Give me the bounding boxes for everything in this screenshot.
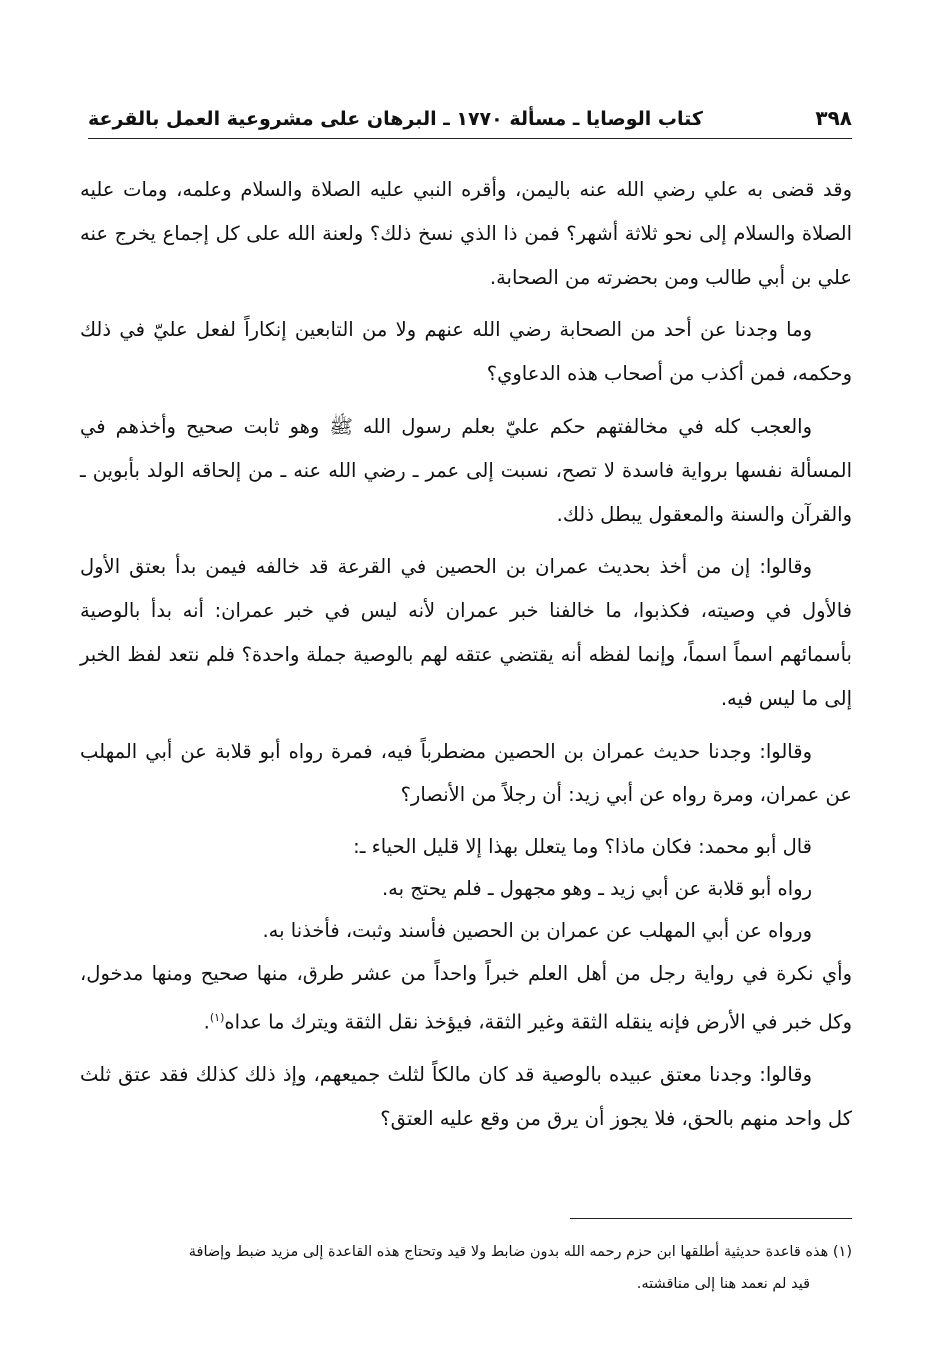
quote-line-1: قال أبو محمد: فكان ماذا؟ وما يتعلل بهذا إلا قليل الحياء ـ:: [353, 835, 812, 859]
footnote-line-1: (١) هذه قاعدة حديثية أطلقها ابن حزم رحمه الله بدون ضابط ولا قيد وتحتاج هذه القاعدة إلى مزيد ضبط وإضافة: [188, 1244, 852, 1260]
paragraph-7: وقالوا: وجدنا معتق عبيده بالوصية قد كان مالكاً لثلث جميعهم، وإذ ذلك كذلك فقد عتق ثلث كل واحد منهم بالحق، فلا يجوز أن يرق من وقع عليه العتق؟: [80, 1063, 852, 1131]
main-text: [80, 168, 852, 1150]
paragraph-6: وأي نكرة في رواية رجل من أهل العلم خبراً واحداً من عشر طرق، منها صحيح ومنها مدخول، وكل خبر في الأرض فإنه ينقله الثقة وغير الثقة، فيؤخذ نقل الثقة ويترك ما عداه$^{(١)}$.: [80, 962, 852, 1034]
paragraph-2: وما وجدنا عن أحد من الصحابة رضي الله عنهم ولا من التابعين إنكاراً لفعل عليّ في ذلك وحكمه، فمن أكذب من أصحاب هذه الدعاوي؟: [80, 318, 852, 386]
footnote-line-2: قيد لم نعمد هنا إلى مناقشته.: [636, 1276, 810, 1292]
paragraph-5: وقالوا: وجدنا حديث عمران بن الحصين مضطرباً فيه، فمرة رواه أبو قلابة عن أبي المهلب عن عمران، ومرة رواه عن أبي زيد: أن رجلاً من الأنصار؟: [80, 739, 852, 807]
running-title: كتاب الوصايا ـ مسألة ١٧٧٠ ـ البرهان على مشروعية العمل بالقرعة: [88, 108, 703, 130]
footnote-divider: [570, 1218, 852, 1219]
page-number: ٣٩٨: [815, 106, 852, 130]
footnote: [80, 1236, 852, 1300]
quote-line-2: رواه أبو قلابة عن أبي زيد ـ وهو مجهول ـ فلم يحتج به.: [381, 877, 812, 901]
paragraph-4: وقالوا: إن من أخذ بحديث عمران بن الحصين في القرعة قد خالفه فيمن بدأ بعتق الأول فالأول في وصيته، فكذبوا، ما خالفنا خبر عمران لأنه ليس في خبر عمران: أنه بدأ بالوصية بأسمائهم اسماً اسماً، وإنما لفظه أنه يقتضي عتقه لهم بالوصية جملة واحدة؟ فلم نتعد لفظ الخبر إلى ما ليس فيه.: [80, 555, 852, 710]
footnote-ref: (١): [209, 1010, 225, 1024]
paragraph-1: وقد قضى به علي رضي الله عنه باليمن، وأقره النبي عليه الصلاة والسلام وعلمه، ومات عليه الصلاة والسلام إلى نحو ثلاثة أشهر؟ فمن ذا الذي نسخ ذلك؟ ولعنة الله على كل إجماع يخرج عنه علي بن أبي طالب ومن بحضرته من الصحابة.: [80, 178, 852, 289]
running-header: [88, 94, 852, 139]
paragraph-3: والعجب كله في مخالفتهم حكم عليّ بعلم رسول الله ﷺ وهو ثابت صحيح وأخذهم في المسألة نفسها برواية فاسدة لا تصح، نسبت إلى عمر ـ رضي الله عنه ـ من إلحاقه الولد بأبوين ـ والقرآن والسنة والمعقول يبطل ذلك.: [80, 414, 852, 526]
footnote-number: (١): [832, 1244, 852, 1260]
quote-line-3: ورواه عن أبي المهلب عن عمران بن الحصين فأسند وثبت، فأخذنا به.: [262, 919, 812, 943]
